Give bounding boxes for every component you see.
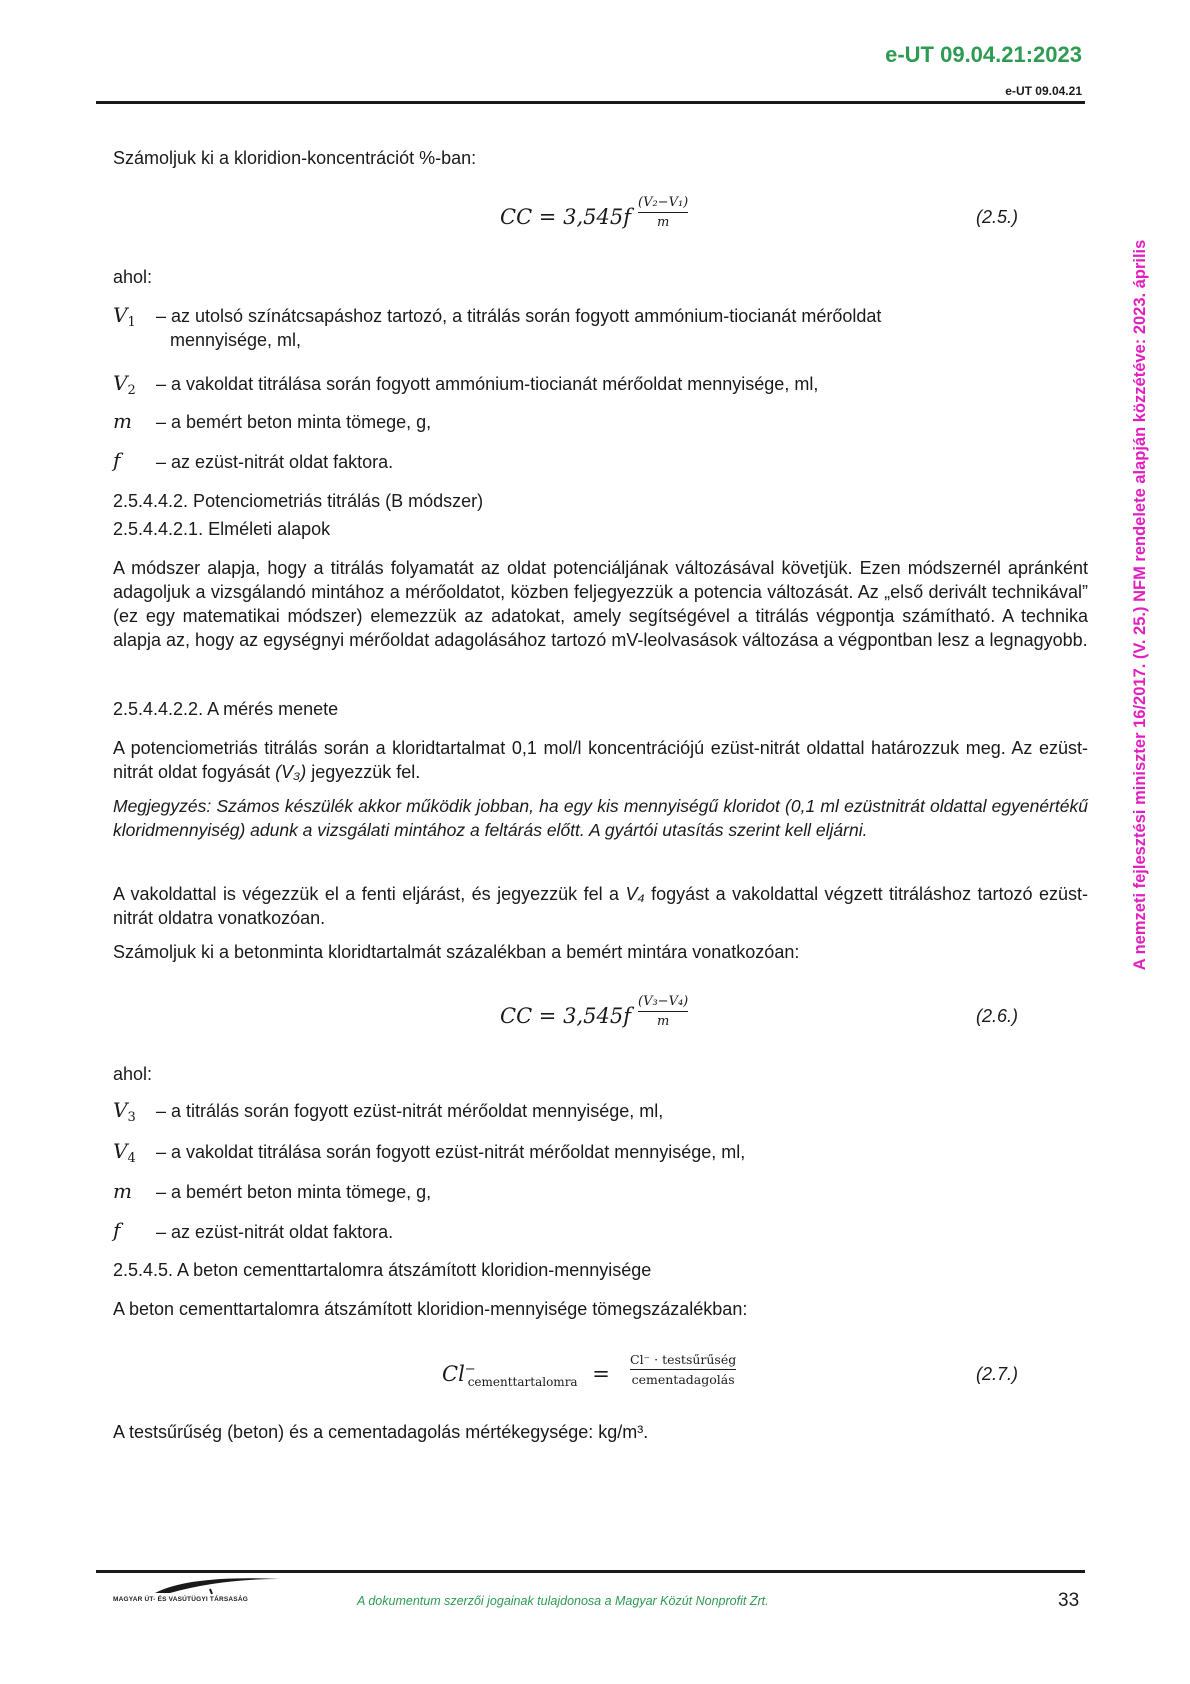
page-number: 33 — [1058, 1590, 1080, 1611]
fraction-bar — [638, 212, 688, 213]
fraction-numerator: (V₃−V₄) — [638, 994, 689, 1009]
equation-fraction — [638, 994, 688, 1029]
equation-factor: f — [623, 1004, 631, 1028]
fraction-bar — [630, 1369, 736, 1370]
ahol-label: ahol: — [113, 1064, 153, 1084]
fraction-numerator: Cl⁻ · testsűrűség — [630, 1352, 737, 1367]
paragraph-procedure: A potenciometriás titrálás során a kloridtartalmat 0,1 mol/l koncentrációjú ezüst-nitrát oldattal határozzuk meg. Az ezüst-nitrát oldat fogyását (V₃) jegyezzük fel. — [113, 738, 1088, 782]
equation-factor: f — [623, 205, 631, 229]
section-heading: 2.5.4.5. A beton cementtartalomra átszámított kloridion-mennyisége — [113, 1260, 652, 1280]
header-divider — [96, 101, 1085, 104]
def-symbol: f — [113, 1218, 121, 1242]
equation-number: (2.7.) — [976, 1364, 1019, 1384]
fraction-denominator: cementadagolás — [631, 1372, 735, 1387]
fraction-numerator: (V₂−V₁) — [638, 195, 689, 210]
paragraph-blank: A vakoldattal is végezzük el a fenti eljárást, és jegyezzük fel a V₄ fogyást a vakoldattal végzett titráláshoz tartozó ezüst-nitrát oldatra vonatkozóan. — [113, 884, 1088, 928]
equation-lhs: Cl — [442, 1362, 465, 1386]
def-symbol: $V_4$ — [113, 1139, 136, 1166]
def-text: – az ezüst-nitrát oldat faktora. — [156, 1222, 394, 1242]
section-heading: 2.5.4.4.2. Potenciometriás titrálás (B módszer) — [113, 491, 484, 511]
society-logo-text: MAGYAR ÚT- ÉS VASÚTÜGYI TÁRSASÁG — [113, 1596, 248, 1603]
intro-text-2: Számoljuk ki a betonminta kloridtartalmát százalékban a bemért mintára vonatkozóan: — [113, 942, 800, 962]
final-text: A testsűrűség (beton) és a cementadagolás mértékegysége: kg/m³. — [113, 1422, 649, 1442]
def-symbol: f — [113, 448, 121, 472]
equation-fraction — [630, 1352, 736, 1387]
side-publication-note — [1128, 155, 1152, 1055]
equation-fraction — [638, 195, 688, 230]
def-text: – a bemért beton minta tömege, g, — [156, 412, 432, 432]
fraction-denominator: m — [656, 1014, 670, 1029]
fraction-denominator: m — [656, 215, 670, 230]
fraction-bar — [638, 1011, 688, 1012]
def-symbol: $V_1$ — [113, 303, 136, 330]
intro-text-1: Számoljuk ki a kloridion-koncentrációt %-ban: — [113, 148, 477, 168]
equation-2-7: $Cl^-_{cementtartalomra}$ = — [442, 1362, 610, 1390]
def-symbol: $V_3$ — [113, 1098, 136, 1125]
def-text: – az ezüst-nitrát oldat faktora. — [156, 452, 394, 472]
copyright-notice: A dokumentum szerzői jogainak tulajdonosa a Magyar Közút Nonprofit Zrt. — [357, 1594, 769, 1608]
equation-number: (2.6.) — [976, 1006, 1019, 1026]
document-code-small: e-UT 09.04.21 — [1005, 84, 1082, 98]
def-symbol: m — [113, 409, 132, 433]
section-heading: 2.5.4.4.2.1. Elméleti alapok — [113, 519, 331, 539]
paragraph-theory: A módszer alapja, hogy a titrálás folyamatát az oldat potenciáljának változásával követjük. Ezen módszernél apránként adagoljuk a vizsgálandó mintához a mérőoldatot, közben feljegyezzük a potencia változását. Az „első derivált technikával” (ez egy matematikai módszer) elemezzük az adatokat, amely segítségével a titrálás végpontja számítható. A technika alapja az, hogy az egységnyi mérőoldat adagolásához tartozó mV-leolvasások változása a végpontban lesz a legnagyobb. — [113, 558, 1088, 650]
def-symbol: $V_2$ — [113, 371, 136, 398]
equation-2-6 — [500, 1004, 631, 1028]
section-heading: 2.5.4.4.2.2. A mérés menete — [113, 699, 339, 719]
def-text: – a titrálás során fogyott ezüst-nitrát mérőoldat mennyisége, ml, — [156, 1101, 664, 1121]
def-text: – az utolsó színátcsapáshoz tartozó, a titrálás során fogyott ammónium-tiocianát mérőoldat mennyisége, ml, — [156, 306, 882, 350]
document-code: e-UT 09.04.21:2023 — [885, 42, 1082, 67]
ahol-label: ahol: — [113, 267, 153, 287]
def-text: – a bemért beton minta tömege, g, — [156, 1182, 432, 1202]
side-note-text: A nemzeti fejlesztési miniszter 16/2017. (V. 25.) NFM rendelete alapján közzétéve: 2023. április — [1131, 239, 1149, 971]
equation-lhs: CC = 3,545 — [500, 205, 624, 229]
equation-2-5 — [500, 205, 631, 229]
society-logo-icon — [150, 1573, 290, 1595]
def-text: – a vakoldat titrálása során fogyott ezüst-nitrát mérőoldat mennyisége, ml, — [156, 1142, 746, 1162]
def-symbol: m — [113, 1179, 132, 1203]
def-text: – a vakoldat titrálása során fogyott ammónium-tiocianát mérőoldat mennyisége, ml, — [156, 374, 819, 394]
equation-number: (2.5.) — [976, 207, 1019, 227]
intro-text-3: A beton cementtartalomra átszámított kloridion-mennyisége tömegszázalékban: — [113, 1299, 748, 1319]
note-paragraph: Megjegyzés: Számos készülék akkor működik jobban, ha egy kis mennyiségű kloridot (0,1 ml ezüstnitrát oldattal egyenértékű kloridmennyiség) adunk a vizsgálati mintához a feltárás előtt. A gyártói utasítás szerint kell eljárni. — [113, 796, 1088, 840]
equation-lhs: CC = 3,545 — [500, 1004, 624, 1028]
